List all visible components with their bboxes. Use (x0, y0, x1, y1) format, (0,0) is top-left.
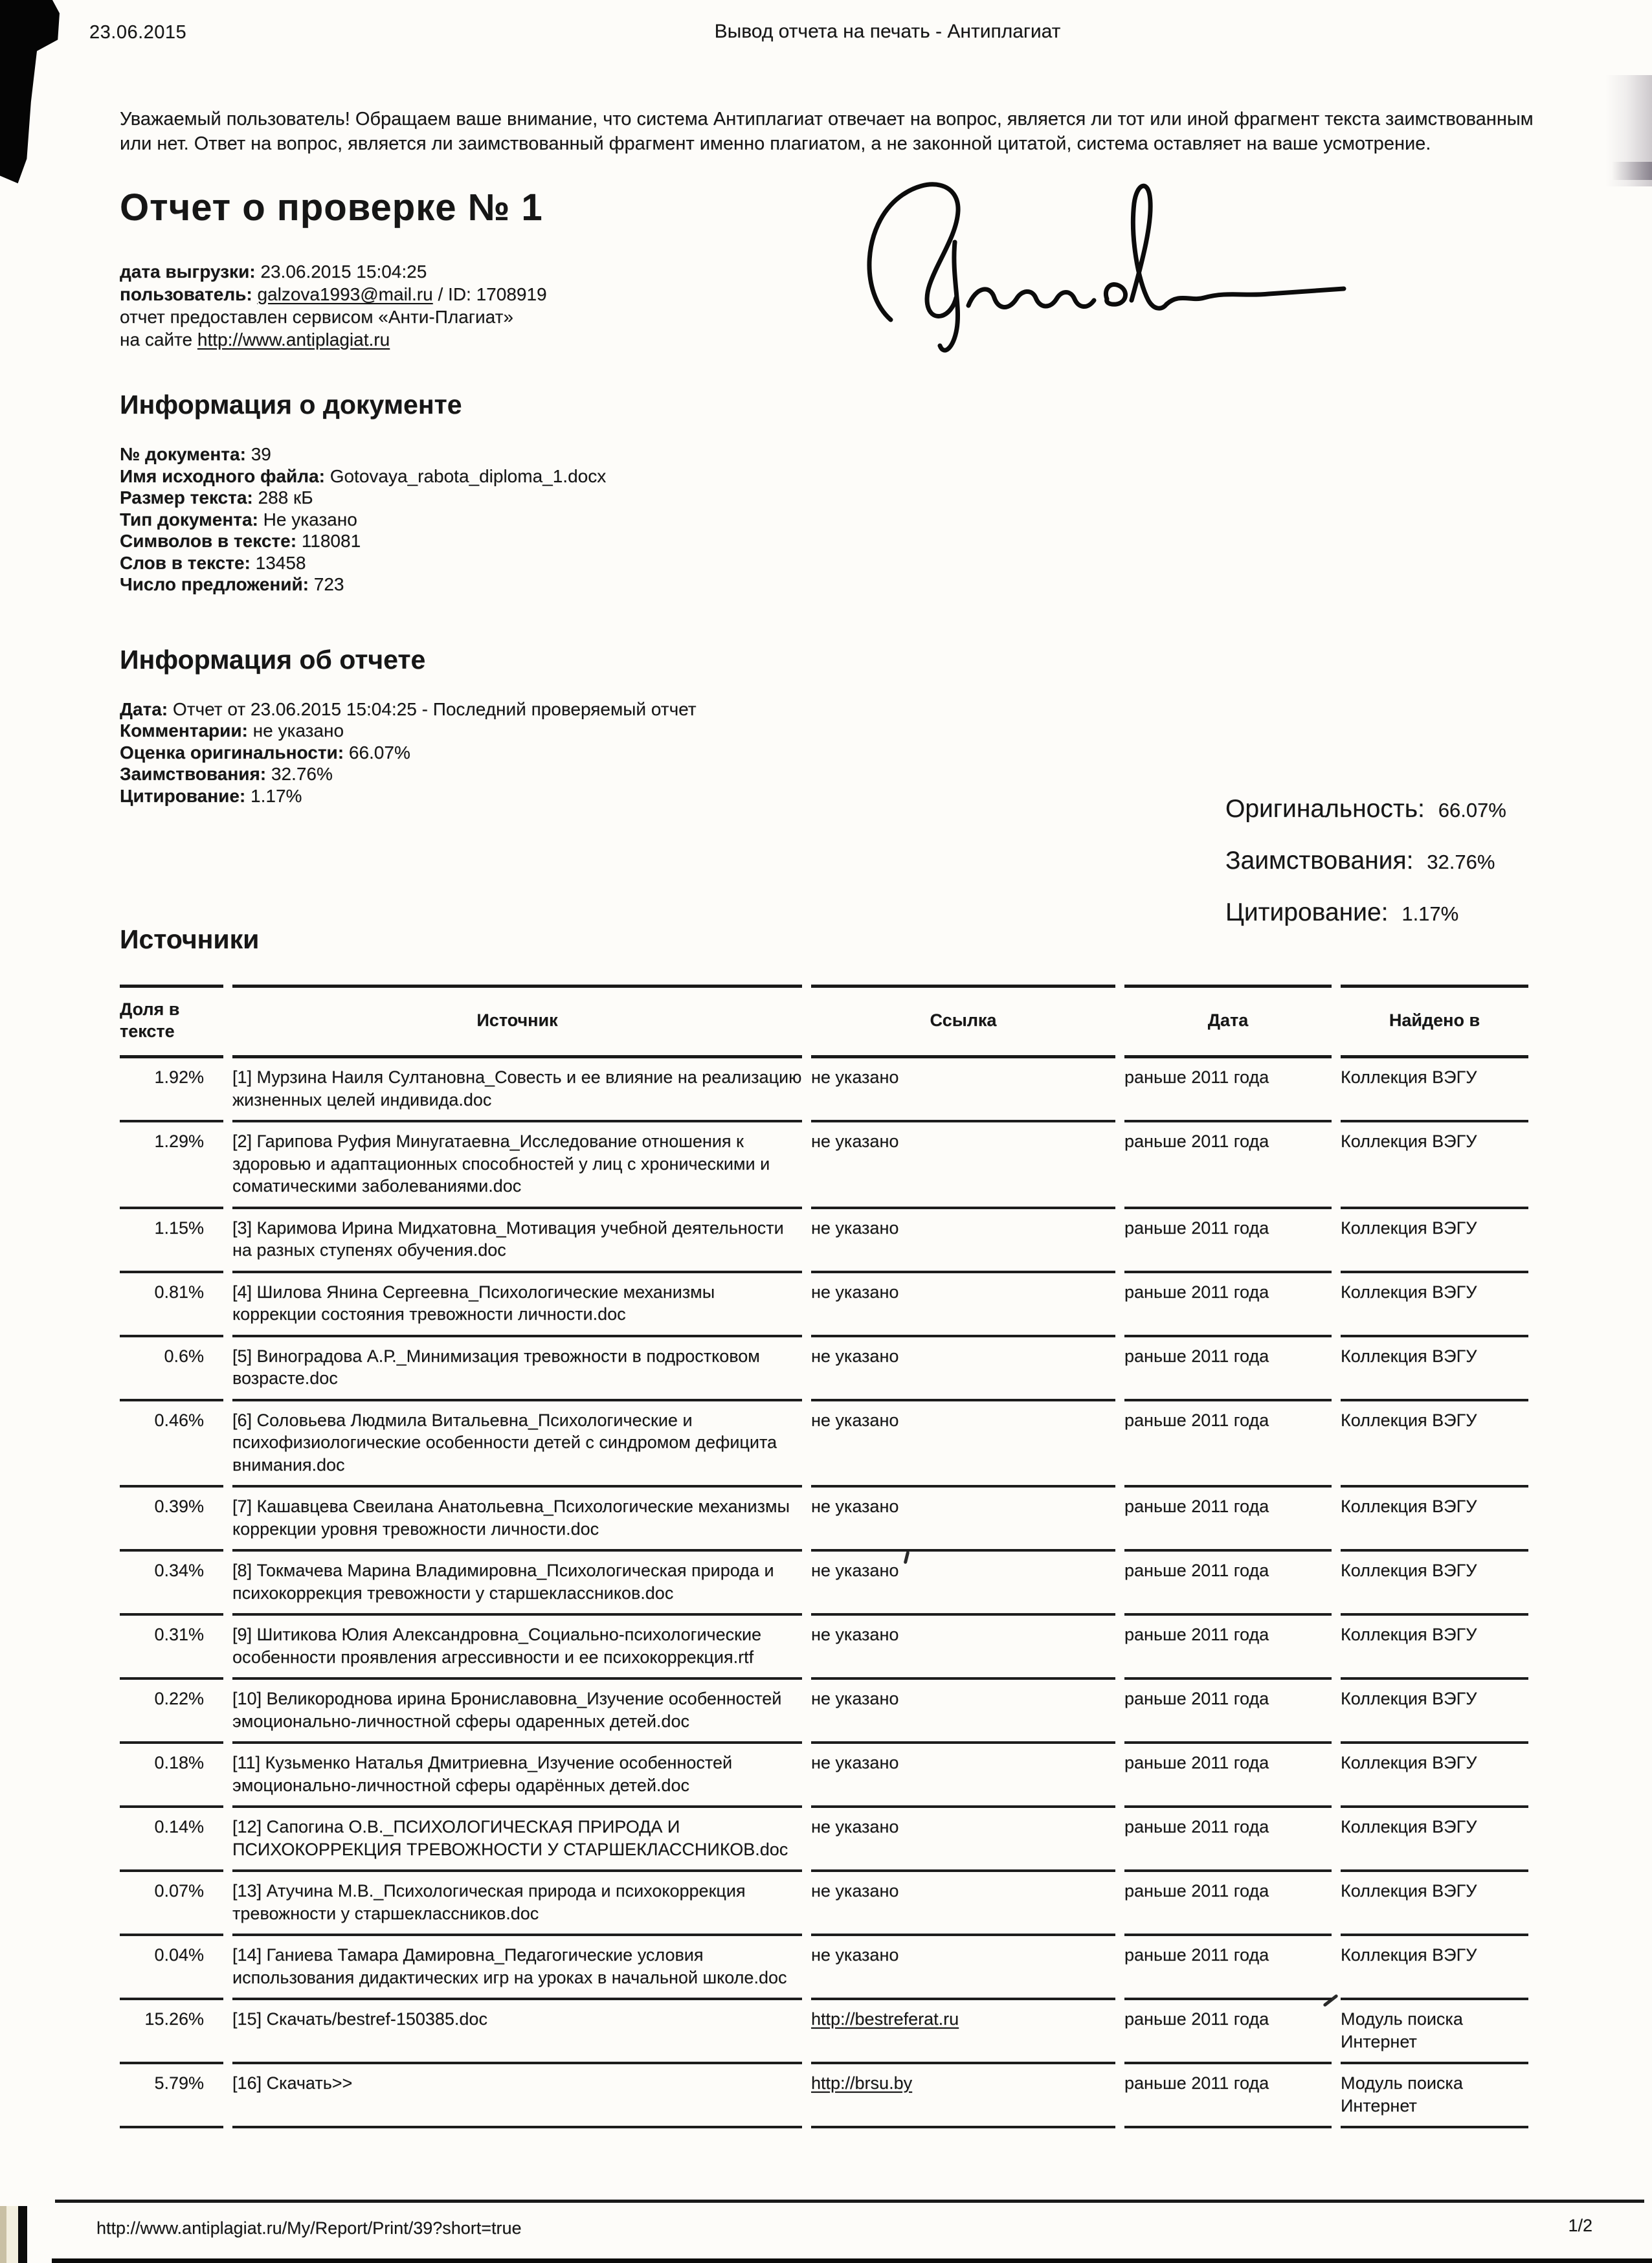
link-value: http://brsu.by (811, 2073, 913, 2093)
share-cell: 1.15% (120, 1209, 223, 1273)
upload-date-value: 23.06.2015 15:04:25 (260, 262, 427, 282)
report-meta (120, 260, 1573, 351)
link-cell (811, 1872, 1115, 1936)
link-cell (811, 2064, 1115, 2128)
print-header-date: 23.06.2015 (89, 22, 187, 43)
link-value: не указано (811, 1410, 899, 1430)
info-row (120, 552, 1573, 574)
found-in-cell: Модуль поиска Интернет (1341, 2064, 1528, 2128)
link-value: http://bestreferat.ru (811, 2009, 959, 2029)
source-cell: [4] Шилова Янина Сергеевна_Психологические механизмы коррекции состояния тревожности личности.doc (232, 1273, 802, 1337)
link-value: не указано (811, 1067, 899, 1087)
link-cell (811, 1122, 1115, 1209)
info-row-label: Заимствования: (120, 764, 267, 784)
link-value: не указано (811, 1497, 899, 1516)
report-title: Отчет о проверке № 1 (120, 186, 543, 229)
found-in-cell: Коллекция ВЭГУ (1341, 1552, 1528, 1616)
source-cell: [11] Кузьменко Наталья Дмитриевна_Изучение особенностей эмоционально-личностной сферы одарённых детей.doc (232, 1744, 802, 1808)
date-cell: раньше 2011 года (1124, 1808, 1332, 1872)
info-row-label: Размер текста: (120, 487, 253, 507)
scan-artifact-bottom-left (0, 2206, 27, 2263)
sources-table (111, 985, 1537, 2128)
info-row-value: Не указано (263, 509, 357, 530)
info-row-label: Цитирование: (120, 785, 246, 806)
source-row (120, 1337, 1528, 1401)
share-cell: 15.26% (120, 2000, 223, 2064)
source-row (120, 1680, 1528, 1744)
share-cell: 1.29% (120, 1122, 223, 1209)
share-cell: 0.04% (120, 1936, 223, 2000)
share-cell: 0.81% (120, 1273, 223, 1337)
share-cell: 0.34% (120, 1552, 223, 1616)
found-in-cell: Коллекция ВЭГУ (1341, 1122, 1528, 1209)
info-row-value: 288 кБ (258, 487, 313, 507)
date-cell: раньше 2011 года (1124, 1488, 1332, 1552)
source-cell: [15] Скачать/bestref-150385.doc (232, 2000, 802, 2064)
link-value: не указано (811, 1282, 899, 1302)
link-value: не указано (811, 1817, 899, 1836)
link-value: не указано (811, 1218, 899, 1238)
share-cell: 0.31% (120, 1616, 223, 1680)
found-in-cell: Коллекция ВЭГУ (1341, 1401, 1528, 1488)
info-row-label: Дата: (120, 698, 168, 719)
source-row (120, 2000, 1528, 2064)
site-prefix: на сайте (120, 329, 193, 350)
source-cell: [2] Гарипова Руфия Минугатаевна_Исследование отношения к здоровью и адаптационных способностей у лиц с хроническими и соматическими заболеваниями.doc (232, 1122, 802, 1209)
date-cell: раньше 2011 года (1124, 2064, 1332, 2128)
print-header-title: Вывод отчета на печать - Антиплагиат (714, 21, 1061, 42)
summary-originality-value: 66.07% (1438, 799, 1506, 821)
column-header-date: Дата (1124, 985, 1332, 1058)
found-in-cell: Коллекция ВЭГУ (1341, 1273, 1528, 1337)
found-in-cell: Коллекция ВЭГУ (1341, 1872, 1528, 1936)
link-cell (811, 1488, 1115, 1552)
column-header-source: Источник (232, 985, 802, 1058)
link-value: не указано (811, 1945, 899, 1965)
link-value: не указано (811, 1881, 899, 1901)
info-row-value: 723 (313, 574, 344, 594)
info-row-label: Имя исходного файла: (120, 465, 325, 486)
found-in-cell: Коллекция ВЭГУ (1341, 1488, 1528, 1552)
source-row (120, 1936, 1528, 2000)
share-cell: 0.07% (120, 1872, 223, 1936)
link-cell (811, 1616, 1115, 1680)
info-row-label: Оценка оригинальности: (120, 742, 344, 763)
info-row-value: Отчет от 23.06.2015 15:04:25 - Последний проверяемый отчет (172, 698, 697, 719)
link-value: не указано (811, 1346, 899, 1366)
share-cell: 0.6% (120, 1337, 223, 1401)
info-row (120, 698, 1573, 720)
source-row (120, 2064, 1528, 2128)
column-header-found-in: Найдено в (1341, 985, 1528, 1058)
info-row (120, 574, 1573, 596)
source-row (120, 1209, 1528, 1273)
link-cell (811, 1337, 1115, 1401)
info-row (120, 530, 1573, 552)
info-row (120, 443, 1573, 465)
date-cell: раньше 2011 года (1124, 1616, 1332, 1680)
summary-originality-label: Оригинальность: (1225, 795, 1425, 823)
footer-page-number: 1/2 (1568, 2216, 1592, 2235)
upload-date-label: дата выгрузки: (120, 262, 256, 282)
column-header-share: Доля в тексте (120, 985, 223, 1058)
date-cell: раньше 2011 года (1124, 1680, 1332, 1744)
date-cell: раньше 2011 года (1124, 1122, 1332, 1209)
source-row (120, 1552, 1528, 1616)
info-row (120, 509, 1573, 531)
info-row (120, 763, 1573, 785)
scan-artifact-right-streak (1612, 162, 1652, 180)
user-line (120, 283, 1573, 306)
source-row (120, 1616, 1528, 1680)
link-cell (811, 1808, 1115, 1872)
scan-artifact-top-left (0, 0, 60, 189)
source-cell: [6] Соловьева Людмила Витальевна_Психологические и психофизиологические особенности детей с синдромом дефицита внимания.doc (232, 1401, 802, 1488)
source-cell: [5] Виноградова А.Р._Минимизация тревожности в подростковом возрасте.doc (232, 1337, 802, 1401)
found-in-cell: Коллекция ВЭГУ (1341, 1616, 1528, 1680)
source-row (120, 1808, 1528, 1872)
info-row (120, 487, 1573, 509)
user-label: пользователь: (120, 284, 252, 304)
date-cell: раньше 2011 года (1124, 1273, 1332, 1337)
date-cell: раньше 2011 года (1124, 1872, 1332, 1936)
source-cell: [7] Кашавцева Свеилана Анатольевна_Психологические механизмы коррекции уровня тревожности личности.doc (232, 1488, 802, 1552)
report-info-list (120, 698, 1573, 807)
source-cell: [3] Каримова Ирина Мидхатовна_Мотивация учебной деятельности на разных ступенях обучения.doc (232, 1209, 802, 1273)
info-row-label: Тип документа: (120, 509, 258, 530)
source-cell: [10] Великороднова ирина Брониславовна_Изучение особенностей эмоционально-личностной сферы одаренных детей.doc (232, 1680, 802, 1744)
date-cell: раньше 2011 года (1124, 1058, 1332, 1122)
source-row (120, 1401, 1528, 1488)
link-cell (811, 1552, 1115, 1616)
source-cell: [9] Шитикова Юлия Александровна_Социально-психологические особенности проявления агрессивности и ее психокоррекция.rtf (232, 1616, 802, 1680)
found-in-cell: Коллекция ВЭГУ (1341, 1936, 1528, 2000)
info-row-label: Число предложений: (120, 574, 309, 594)
site-line (120, 328, 1573, 351)
source-row (120, 1872, 1528, 1936)
found-in-cell: Модуль поиска Интернет (1341, 2000, 1528, 2064)
site-url-link[interactable]: http://www.antiplagiat.ru (197, 329, 390, 350)
share-cell: 0.18% (120, 1744, 223, 1808)
share-cell: 0.46% (120, 1401, 223, 1488)
info-row (120, 720, 1573, 742)
user-id: / ID: 1708919 (438, 284, 547, 304)
date-cell: раньше 2011 года (1124, 1401, 1332, 1488)
column-header-link: Ссылка (811, 985, 1115, 1058)
link-cell (811, 1058, 1115, 1122)
source-cell: [1] Мурзина Наиля Султановна_Совесть и ее влияние на реализацию жизненных целей индивида.doc (232, 1058, 802, 1122)
link-value: не указано (811, 1689, 899, 1708)
info-row-value: 1.17% (251, 785, 302, 806)
found-in-cell: Коллекция ВЭГУ (1341, 1744, 1528, 1808)
link-cell (811, 1209, 1115, 1273)
info-row-label: Слов в тексте: (120, 552, 251, 573)
info-row-value: не указано (252, 720, 344, 741)
date-cell: раньше 2011 года (1124, 2000, 1332, 2064)
summary-borrowed-value: 32.76% (1427, 851, 1495, 873)
scan-artifact-bottom-bar (52, 2258, 1652, 2263)
source-row (120, 1273, 1528, 1337)
source-row (120, 1744, 1528, 1808)
info-row (120, 785, 1573, 807)
link-value: не указано (811, 1625, 899, 1644)
share-cell: 1.92% (120, 1058, 223, 1122)
share-cell: 0.39% (120, 1488, 223, 1552)
info-row-label: Символов в тексте: (120, 531, 297, 551)
summary-citation-value: 1.17% (1401, 902, 1459, 925)
info-row-value: 39 (251, 444, 271, 464)
source-cell: [13] Атучина М.В._Психологическая природа и психокоррекция тревожности у старшеклассников.doc (232, 1872, 802, 1936)
found-in-cell: Коллекция ВЭГУ (1341, 1209, 1528, 1273)
info-row-value: 13458 (255, 552, 306, 573)
link-cell (811, 1273, 1115, 1337)
found-in-cell: Коллекция ВЭГУ (1341, 1680, 1528, 1744)
sources-table-body (120, 1058, 1528, 2128)
info-row-value: 66.07% (348, 742, 410, 763)
date-cell: раньше 2011 года (1124, 1552, 1332, 1616)
info-row-value: Gotovaya_rabota_diploma_1.docx (329, 465, 607, 486)
link-cell (811, 2000, 1115, 2064)
sources-header-row (120, 985, 1528, 1058)
document-info-list (120, 443, 1573, 596)
link-cell (811, 1744, 1115, 1808)
summary-citation-label: Цитирование: (1225, 898, 1389, 926)
date-cell: раньше 2011 года (1124, 1744, 1332, 1808)
link-cell (811, 1680, 1115, 1744)
source-row (120, 1488, 1528, 1552)
intro-paragraph: Уважаемый пользователь! Обращаем ваше внимание, что система Антиплагиат отвечает на вопрос, является ли тот или иной фрагмент текста заимствованным или нет. Ответ на вопрос, является ли заимствованный фрагмент именно плагиатом, а не законной цитатой, система оставляет на ваше усмотрение. (120, 109, 1534, 154)
link-cell (811, 1936, 1115, 2000)
info-row (120, 742, 1573, 764)
section-heading-document-info: Информация о документе (120, 390, 462, 419)
source-row (120, 1122, 1528, 1209)
date-cell: раньше 2011 года (1124, 1209, 1332, 1273)
source-cell: [14] Ганиева Тамара Дамировна_Педагогические условия использования дидактических игр на уроках в начальной школе.doc (232, 1936, 802, 2000)
date-cell: раньше 2011 года (1124, 1337, 1332, 1401)
section-heading-sources: Источники (120, 924, 260, 954)
report-body (120, 107, 1573, 2128)
found-in-cell: Коллекция ВЭГУ (1341, 1337, 1528, 1401)
info-row-value: 118081 (301, 531, 361, 551)
print-footer (55, 2200, 1644, 2255)
info-row-value: 32.76% (271, 764, 333, 784)
link-value: не указано (811, 1132, 899, 1151)
info-row-label: № документа: (120, 444, 246, 464)
user-email-link[interactable]: galzova1993@mail.ru (257, 284, 433, 304)
info-row (120, 465, 1573, 487)
info-row-label: Комментарии: (120, 720, 248, 741)
source-cell: [16] Скачать>> (232, 2064, 802, 2128)
date-cell: раньше 2011 года (1124, 1936, 1332, 2000)
upload-date-line (120, 260, 1573, 283)
share-cell: 5.79% (120, 2064, 223, 2128)
source-cell: [8] Токмачева Марина Владимировна_Психологическая природа и психокоррекция тревожности у старшеклассников.doc (232, 1552, 802, 1616)
share-cell: 0.22% (120, 1680, 223, 1744)
link-value: не указано (811, 1753, 899, 1772)
share-cell: 0.14% (120, 1808, 223, 1872)
link-cell (811, 1401, 1115, 1488)
found-in-cell: Коллекция ВЭГУ (1341, 1058, 1528, 1122)
provided-line: отчет предоставлен сервисом «Анти-Плагиат» (120, 307, 514, 327)
link-value: не указано (811, 1561, 899, 1580)
source-row (120, 1058, 1528, 1122)
footer-url: http://www.antiplagiat.ru/My/Report/Print/39?short=true (96, 2218, 522, 2238)
summary-borrowed-label: Заимствования: (1225, 847, 1414, 875)
found-in-cell: Коллекция ВЭГУ (1341, 1808, 1528, 1872)
section-heading-report-info: Информация об отчете (120, 644, 426, 674)
source-cell: [12] Сапогина О.В._ПСИХОЛОГИЧЕСКАЯ ПРИРОДА И ПСИХОКОРРЕКЦИЯ ТРЕВОЖНОСТИ У СТАРШЕКЛАССНИКОВ.doc (232, 1808, 802, 1872)
